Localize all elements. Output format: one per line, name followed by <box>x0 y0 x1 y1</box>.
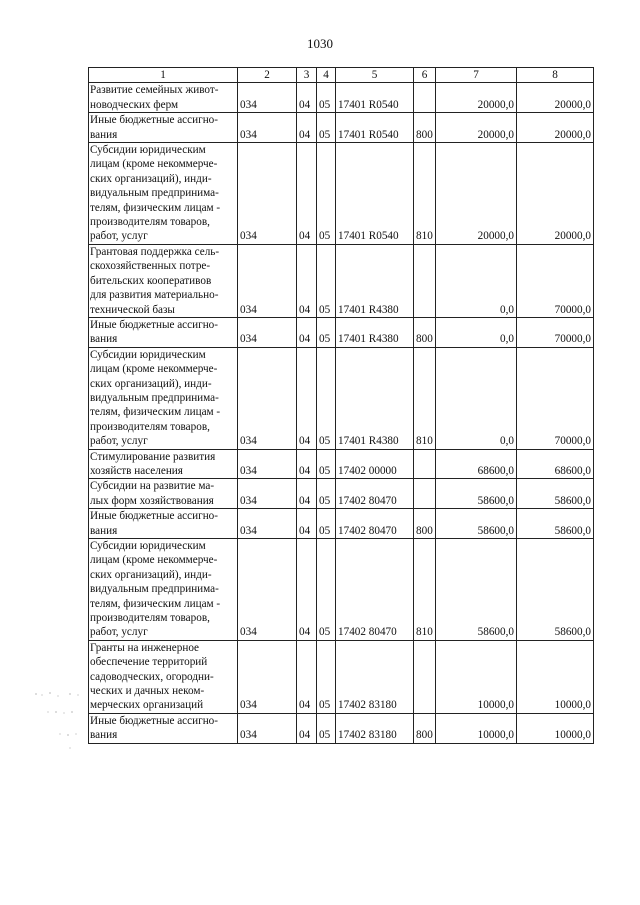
amount-year-1: 0,0 <box>436 244 517 317</box>
section-code: 04 <box>297 640 317 713</box>
column-header: 3 <box>297 68 317 83</box>
item-name: Гранты на инженерное обеспечение территорий садоводческих, огородни- ческих и дачных неком- мерческих организаций <box>89 640 238 713</box>
page-number: 1030 <box>307 36 333 51</box>
item-name: Субсидии юридическим лицам (кроме некоммерче- ских организаций), инди- видуальным предпринима- телям, физическим лицам - производителям товаров, работ, услуг <box>89 347 238 449</box>
subsection-code: 05 <box>317 83 336 113</box>
subsection-code: 05 <box>317 143 336 245</box>
amount-year-2: 20000,0 <box>517 113 594 143</box>
amount-year-1: 68600,0 <box>436 449 517 479</box>
subsection-code: 05 <box>317 113 336 143</box>
amount-year-2: 10000,0 <box>517 713 594 743</box>
column-header: 6 <box>414 68 436 83</box>
amount-year-2: 20000,0 <box>517 83 594 113</box>
amount-year-1: 20000,0 <box>436 143 517 245</box>
scan-specks <box>30 690 90 760</box>
column-header: 4 <box>317 68 336 83</box>
expense-type-code: 800 <box>414 113 436 143</box>
expense-type-code: 810 <box>414 539 436 641</box>
amount-year-2: 58600,0 <box>517 509 594 539</box>
table-row <box>89 347 594 449</box>
ministry-code: 034 <box>238 83 297 113</box>
subsection-code: 05 <box>317 713 336 743</box>
item-name: Иные бюджетные ассигно- вания <box>89 713 238 743</box>
expense-type-code <box>414 479 436 509</box>
amount-year-2: 58600,0 <box>517 479 594 509</box>
table-row <box>89 317 594 347</box>
ministry-code: 034 <box>238 539 297 641</box>
table-row <box>89 713 594 743</box>
ministry-code: 034 <box>238 244 297 317</box>
section-code: 04 <box>297 143 317 245</box>
ministry-code: 034 <box>238 713 297 743</box>
subsection-code: 05 <box>317 244 336 317</box>
table-row <box>89 479 594 509</box>
ministry-code: 034 <box>238 509 297 539</box>
table-row <box>89 539 594 641</box>
section-code: 04 <box>297 317 317 347</box>
amount-year-2: 20000,0 <box>517 143 594 245</box>
item-name: Субсидии юридическим лицам (кроме некоммерче- ских организаций), инди- видуальным предпринима- телям, физическим лицам - производителям товаров, работ, услуг <box>89 143 238 245</box>
target-article-code: 17402 83180 <box>336 640 414 713</box>
ministry-code: 034 <box>238 640 297 713</box>
item-name: Иные бюджетные ассигно- вания <box>89 509 238 539</box>
amount-year-1: 58600,0 <box>436 479 517 509</box>
table-row <box>89 244 594 317</box>
amount-year-1: 0,0 <box>436 317 517 347</box>
section-code: 04 <box>297 509 317 539</box>
section-code: 04 <box>297 713 317 743</box>
expense-type-code <box>414 83 436 113</box>
target-article-code: 17401 R0540 <box>336 143 414 245</box>
expense-type-code <box>414 449 436 479</box>
item-name: Развитие семейных живот- новодческих ферм <box>89 83 238 113</box>
subsection-code: 05 <box>317 640 336 713</box>
ministry-code: 034 <box>238 449 297 479</box>
amount-year-2: 70000,0 <box>517 244 594 317</box>
target-article-code: 17401 R4380 <box>336 317 414 347</box>
ministry-code: 034 <box>238 347 297 449</box>
item-name: Субсидии на развитие ма- лых форм хозяйствования <box>89 479 238 509</box>
column-header: 8 <box>517 68 594 83</box>
amount-year-1: 58600,0 <box>436 509 517 539</box>
expense-type-code: 800 <box>414 317 436 347</box>
target-article-code: 17402 83180 <box>336 713 414 743</box>
column-header: 7 <box>436 68 517 83</box>
section-code: 04 <box>297 347 317 449</box>
amount-year-2: 58600,0 <box>517 539 594 641</box>
expense-type-code: 810 <box>414 143 436 245</box>
ministry-code: 034 <box>238 317 297 347</box>
section-code: 04 <box>297 539 317 641</box>
section-code: 04 <box>297 244 317 317</box>
amount-year-1: 10000,0 <box>436 640 517 713</box>
target-article-code: 17402 80470 <box>336 539 414 641</box>
table-row <box>89 640 594 713</box>
amount-year-1: 10000,0 <box>436 713 517 743</box>
amount-year-1: 0,0 <box>436 347 517 449</box>
target-article-code: 17402 80470 <box>336 479 414 509</box>
target-article-code: 17401 R4380 <box>336 347 414 449</box>
header-row <box>89 68 594 83</box>
budget-table <box>88 67 594 744</box>
target-article-code: 17402 80470 <box>336 509 414 539</box>
item-name: Стимулирование развития хозяйств населения <box>89 449 238 479</box>
expense-type-code: 800 <box>414 509 436 539</box>
subsection-code: 05 <box>317 449 336 479</box>
section-code: 04 <box>297 113 317 143</box>
budget-table-body <box>89 83 594 743</box>
expense-type-code <box>414 244 436 317</box>
item-name: Иные бюджетные ассигно- вания <box>89 113 238 143</box>
amount-year-2: 70000,0 <box>517 317 594 347</box>
amount-year-1: 20000,0 <box>436 83 517 113</box>
subsection-code: 05 <box>317 317 336 347</box>
target-article-code: 17401 R0540 <box>336 83 414 113</box>
expense-type-code: 800 <box>414 713 436 743</box>
expense-type-code: 810 <box>414 347 436 449</box>
subsection-code: 05 <box>317 479 336 509</box>
ministry-code: 034 <box>238 113 297 143</box>
table-row <box>89 83 594 113</box>
item-name: Субсидии юридическим лицам (кроме некоммерче- ских организаций), инди- видуальным предпринима- телям, физическим лицам - производителям товаров, работ, услуг <box>89 539 238 641</box>
column-header: 1 <box>89 68 238 83</box>
subsection-code: 05 <box>317 509 336 539</box>
ministry-code: 034 <box>238 479 297 509</box>
expense-type-code <box>414 640 436 713</box>
table-row <box>89 509 594 539</box>
table-row <box>89 113 594 143</box>
amount-year-2: 10000,0 <box>517 640 594 713</box>
subsection-code: 05 <box>317 347 336 449</box>
target-article-code: 17401 R4380 <box>336 244 414 317</box>
column-header: 5 <box>336 68 414 83</box>
subsection-code: 05 <box>317 539 336 641</box>
target-article-code: 17402 00000 <box>336 449 414 479</box>
amount-year-1: 58600,0 <box>436 539 517 641</box>
table-row <box>89 449 594 479</box>
section-code: 04 <box>297 449 317 479</box>
target-article-code: 17401 R0540 <box>336 113 414 143</box>
item-name: Иные бюджетные ассигно- вания <box>89 317 238 347</box>
item-name: Грантовая поддержка сель- скохозяйственных потре- бительских кооперативов для развития материально- технической базы <box>89 244 238 317</box>
ministry-code: 034 <box>238 143 297 245</box>
section-code: 04 <box>297 83 317 113</box>
amount-year-2: 68600,0 <box>517 449 594 479</box>
table-row <box>89 143 594 245</box>
section-code: 04 <box>297 479 317 509</box>
amount-year-1: 20000,0 <box>436 113 517 143</box>
column-header: 2 <box>238 68 297 83</box>
amount-year-2: 70000,0 <box>517 347 594 449</box>
